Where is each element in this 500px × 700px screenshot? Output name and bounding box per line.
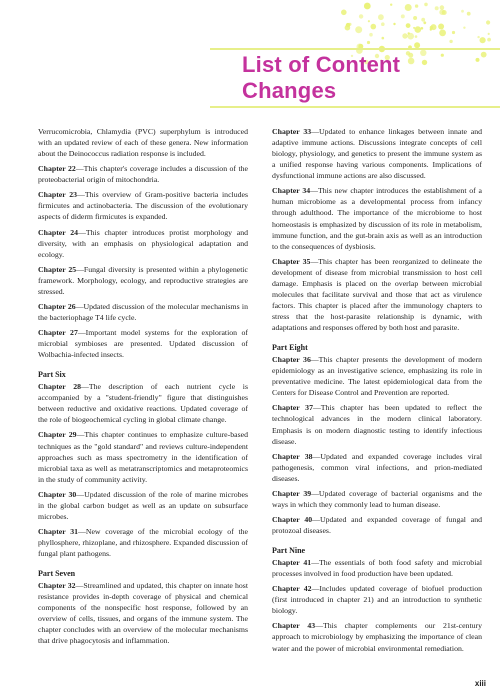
chapter-label: Chapter 39 xyxy=(272,488,312,498)
chapter-description: —Updated and expanded coverage includes viral pathogenesis, common viral infections, and prion-mediated diseases. xyxy=(272,451,483,483)
decorative-dot xyxy=(449,40,452,43)
chapter-label: Chapter 36 xyxy=(272,355,311,365)
chapter-entry xyxy=(38,301,248,323)
chapter-entry xyxy=(38,163,248,185)
chapter-description: —Updated discussion of the molecular mechanisms in the bacteriophage T4 life cycle. xyxy=(38,301,248,322)
decorative-dot xyxy=(371,24,377,30)
decorative-dot xyxy=(413,16,417,20)
chapter-entry xyxy=(38,189,248,222)
chapter-label: Chapter 26 xyxy=(38,301,76,311)
decorative-dot xyxy=(415,35,418,38)
chapter-label: Chapter 42 xyxy=(272,584,312,594)
chapter-entry xyxy=(272,620,482,653)
right-column xyxy=(272,126,482,658)
chapter-description: —Important model systems for the exploration of microbial symbioses are presented. Updated discussion of Wolbachia-infected insects. xyxy=(38,328,248,360)
decorative-dot xyxy=(461,10,464,13)
chapter-label: Chapter 43 xyxy=(272,621,316,631)
chapter-description: —This chapter continues to emphasize culture-based techniques as the "gold standard" and reviews culture-independent approaches such as mass spectrometry in the identification of microbial taxa as well as metatranscriptomics and metaproteomics in the study of community activity. xyxy=(38,430,248,484)
chapter-entry xyxy=(272,256,482,333)
chapter-label: Chapter 30 xyxy=(38,489,77,499)
decorative-dot xyxy=(452,31,455,34)
decorative-dot xyxy=(407,33,414,40)
decorative-dot xyxy=(402,33,407,38)
chapter-label: Chapter 35 xyxy=(272,256,311,266)
chapter-description: —Fungal diversity is presented within a phylogenetic framework. Morphology, ecology, and reproductive strategies are stressed. xyxy=(38,264,249,296)
chapter-description: —This chapter has been updated to reflect the technological advances in the modern clinical laboratory. Emphasis is on modern diagnostic testing to identify infectious disease. xyxy=(272,403,482,446)
chapter-description: —Updated and expanded coverage of fungal and protozoal diseases. xyxy=(272,514,483,535)
decorative-dot xyxy=(381,22,385,26)
chapter-entry xyxy=(272,488,482,510)
chapter-description: —This new chapter introduces the establishment of a human microbiome as a developmental process from infancy through adulthood. The importance of the microbiome to host homeostasis is emphasized by discussion of its role in metabolism, immune function, and the gut-brain axis as well as an introduction to the consequences of dysbiosis. xyxy=(272,186,482,251)
chapter-entry xyxy=(272,185,482,251)
chapter-description: —Streamlined and updated, this chapter on innate host resistance provides in-depth coverage of physical and chemical components of the nonspecific host response, followed by an overview of cells, tissues, and organs of the immune system. The chapter concludes with an overview of the molecular mechanisms that drive phagocytosis and inflammation. xyxy=(38,581,248,646)
decorative-dot xyxy=(463,27,465,29)
chapter-label: Chapter 41 xyxy=(272,558,312,568)
chapter-label: Chapter 32 xyxy=(38,581,76,591)
decorative-dot xyxy=(378,14,384,20)
chapter-label: Chapter 27 xyxy=(38,328,78,337)
decorative-dot xyxy=(423,21,426,24)
chapter-description: —This chapter presents the development of modern epidemiology as an investigative science, emphasizing its role in preventative medicine. The latest epidemiological data from the Centers for Disease Control and Prevention are reported. xyxy=(272,355,482,398)
chapter-entry xyxy=(38,580,248,646)
decorative-dot xyxy=(486,20,490,24)
page-number: xiii xyxy=(474,679,486,688)
chapter-entry xyxy=(272,451,482,484)
decorative-dot xyxy=(435,6,439,10)
chapter-description: —Includes updated coverage of biofuel production (first introduced in chapter 21) and an introduction to synthetic biology. xyxy=(272,584,483,616)
chapter-label: Chapter 23 xyxy=(38,190,78,200)
decorative-dot xyxy=(487,38,491,42)
decorative-dot xyxy=(382,37,385,40)
decorative-dot xyxy=(406,23,411,28)
chapter-label: Chapter 22 xyxy=(38,164,76,174)
page-title: List of Content Changes xyxy=(242,52,401,103)
decorative-dot xyxy=(467,12,471,16)
chapter-label: Chapter 40 xyxy=(272,514,313,524)
chapter-entry xyxy=(272,402,482,446)
decorative-dot xyxy=(477,36,479,38)
decorative-dot xyxy=(438,24,444,30)
chapter-entry xyxy=(38,227,248,260)
chapter-description: —The description of each nutrient cycle is accompanied by a "student-friendly" figure that distinguishes between reductive and oxidative reactions. Updated coverage of the role of biogeochemical cycling in global climate change. xyxy=(38,382,249,425)
decorative-dot xyxy=(430,28,432,30)
page-header xyxy=(210,48,500,108)
chapter-entry xyxy=(38,327,248,360)
chapter-description: —The essentials of both food safety and microbial processes involved in food production have been updated. xyxy=(272,558,482,579)
decorative-dot xyxy=(364,3,371,10)
decorative-dot xyxy=(405,4,412,11)
decorative-dot xyxy=(365,4,367,6)
chapter-description: —This chapter complements our 21st-century approach to microbiology by emphasizing the importance of clean water and the power of microbial environmental remediation. xyxy=(272,621,483,653)
decorative-dot xyxy=(415,4,418,7)
chapter-label: Chapter 25 xyxy=(38,264,77,274)
part-heading: Part Eight xyxy=(272,343,308,353)
chapter-entry xyxy=(38,489,248,522)
decorative-dot xyxy=(367,41,370,44)
chapter-description: —This chapter has been reorganized to delineate the development of disease from microbial transmission to host cell damage. Emphasis is placed on the overlap between microbial molecules that facilitate survival and those that act as virulence factors. This chapter is placed after the immunology chapters to stress that the host-parasite relationship is dynamic, with adaptations and responses offered by both host and parasite. xyxy=(272,256,482,333)
chapter-description: —Updated to enhance linkages between innate and adaptive immune actions. Discussions integrate concepts of cell biology, physiology, and genetics to present the immune system as a unified response having various components. Implications of dysfunctional immune actions are also discussed. xyxy=(272,127,482,181)
decorative-dot xyxy=(341,10,347,16)
decorative-dot xyxy=(440,5,445,10)
decorative-dot xyxy=(480,37,486,43)
part-heading: Part Six xyxy=(38,370,66,380)
chapter-entry xyxy=(272,514,482,536)
chapter-entry xyxy=(272,354,482,398)
chapter-entry xyxy=(272,583,482,616)
decorative-dot xyxy=(390,3,392,5)
part-heading: Part Nine xyxy=(272,546,306,556)
chapter-label: Chapter 33 xyxy=(272,127,312,136)
chapter-entry xyxy=(272,557,482,579)
decorative-dot xyxy=(355,26,362,33)
decorative-dot xyxy=(424,3,428,7)
left-column xyxy=(38,126,248,651)
decorative-dot xyxy=(346,23,350,27)
chapter-description: —This chapter's coverage includes a discussion of the proteobacterial origin of mitochondria. xyxy=(38,164,248,185)
chapter-label: Chapter 34 xyxy=(272,186,311,196)
decorative-dot xyxy=(368,20,370,22)
chapter-description: Verrucomicrobia, Chlamydia (PVC) superphylum is introduced with an updated review of each of these genera. New information about the Deinococcus radiation response is included. xyxy=(38,127,248,159)
chapter-entry xyxy=(272,126,482,181)
part-heading: Part Seven xyxy=(38,569,76,579)
decorative-dot xyxy=(421,18,425,22)
chapter-label: Chapter 29 xyxy=(38,430,77,440)
chapter-label: Chapter 31 xyxy=(38,526,79,536)
decorative-dot xyxy=(369,33,373,37)
chapter-description: —New coverage of the microbial ecology of the phyllosphere, rhizoplane, and rhizosphere. Expanded discussion of fungal plant pathogens. xyxy=(38,526,248,559)
decorative-dot xyxy=(439,9,445,15)
chapter-label: Chapter 24 xyxy=(38,227,79,237)
chapter-label: Chapter 28 xyxy=(38,382,82,392)
chapter-description: —This chapter introduces protist morphology and diversity, with an emphasis on physiological adaptation and ecology. xyxy=(38,227,249,259)
decorative-dot xyxy=(488,33,490,35)
decorative-dot xyxy=(393,23,395,25)
chapter-label: Chapter 38 xyxy=(272,451,313,461)
chapter-description: —Updated coverage of bacterial organisms and the ways in which they commonly lead to human disease. xyxy=(272,488,482,509)
chapter-entry xyxy=(38,264,248,297)
chapter-entry xyxy=(38,526,248,559)
decorative-dot xyxy=(439,30,446,37)
decorative-dot xyxy=(415,26,422,33)
decorative-dot xyxy=(401,14,405,18)
chapter-description: —Updated discussion of the role of marine microbes in the global carbon budget as well as an update on subsurface microbes. xyxy=(38,489,248,521)
chapter-entry xyxy=(38,429,248,484)
chapter-entry xyxy=(38,381,248,425)
chapter-entry xyxy=(38,126,248,159)
chapter-description: —This overview of Gram-positive bacteria includes firmicutes and actinobacteria. The discussion of the evolutionary aspects of diderm firmicutes is expanded. xyxy=(38,190,249,222)
decorative-dot xyxy=(359,14,363,18)
chapter-label: Chapter 37 xyxy=(272,403,313,413)
